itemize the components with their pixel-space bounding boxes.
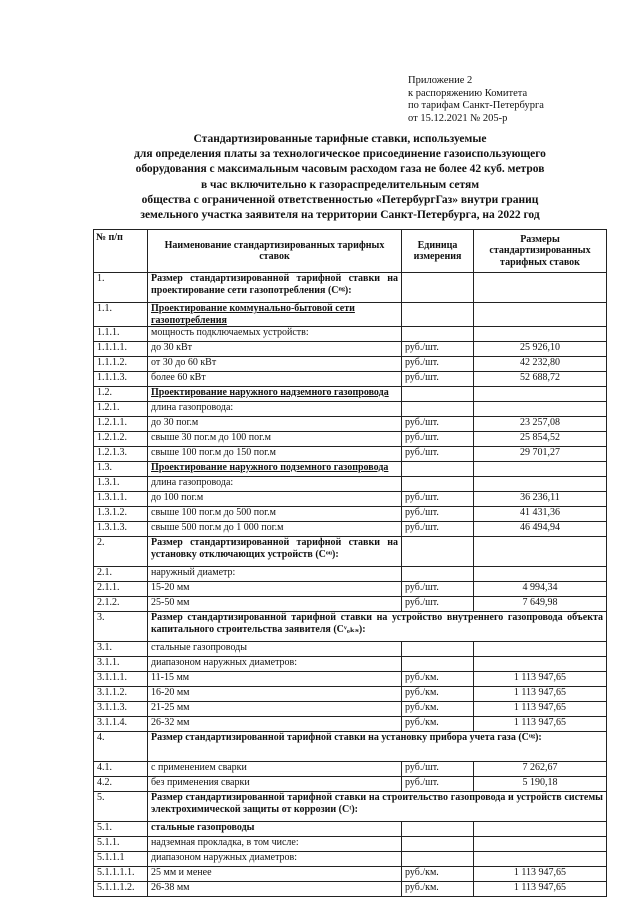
row-num: 5.1.1.1.2. — [94, 882, 148, 897]
table-row — [94, 612, 607, 642]
row-num: 1.2.1. — [94, 402, 148, 417]
table-row — [94, 417, 607, 432]
row-name: до 30 пог.м — [148, 417, 402, 432]
row-name: наружный диаметр: — [148, 567, 402, 582]
row-num: 1.1.1.2. — [94, 357, 148, 372]
appendix-line: к распоряжению Комитета — [408, 87, 528, 99]
tariff-table — [93, 229, 607, 897]
table-row — [94, 327, 607, 342]
title-line: оборудования с максимальным часовым расходом газа не более 42 куб. метров — [135, 163, 545, 176]
row-unit — [402, 852, 474, 867]
row-name: 25-50 мм — [148, 597, 402, 612]
table-row — [94, 387, 607, 402]
row-num: 1.3.1. — [94, 477, 148, 492]
table-row — [94, 582, 607, 597]
row-unit: руб./шт. — [402, 372, 474, 387]
row-name: 15-20 мм — [148, 582, 402, 597]
table-row — [94, 303, 607, 327]
row-name: до 100 пог.м — [148, 492, 402, 507]
row-unit: руб./шт. — [402, 447, 474, 462]
row-name: стальные газопроводы — [148, 642, 402, 657]
row-name: с применением сварки — [148, 762, 402, 777]
row-name: Проектирование наружного подземного газопровода — [148, 462, 402, 477]
row-unit — [402, 327, 474, 342]
row-num: 3.1.1.4. — [94, 717, 148, 732]
row-num: 2.1.2. — [94, 597, 148, 612]
row-unit — [402, 657, 474, 672]
row-num: 1.1.1. — [94, 327, 148, 342]
row-value: 7 262,67 — [474, 762, 607, 777]
table-row — [94, 732, 607, 762]
row-unit: руб./шт. — [402, 507, 474, 522]
row-value — [474, 537, 607, 567]
row-value: 4 994,34 — [474, 582, 607, 597]
row-unit: руб./шт. — [402, 777, 474, 792]
row-name: мощность подключаемых устройств: — [148, 327, 402, 342]
row-value: 1 113 947,65 — [474, 702, 607, 717]
row-value: 52 688,72 — [474, 372, 607, 387]
table-row — [94, 447, 607, 462]
row-value — [474, 822, 607, 837]
table-row — [94, 687, 607, 702]
table-row — [94, 492, 607, 507]
row-unit: руб./шт. — [402, 582, 474, 597]
row-unit — [402, 273, 474, 303]
row-value: 41 431,36 — [474, 507, 607, 522]
table-row — [94, 792, 607, 822]
table-row — [94, 762, 607, 777]
table-row — [94, 477, 607, 492]
row-num: 3.1. — [94, 642, 148, 657]
row-value — [474, 642, 607, 657]
row-unit: руб./км. — [402, 882, 474, 897]
row-unit: руб./км. — [402, 672, 474, 687]
row-num: 1.2.1.2. — [94, 432, 148, 447]
row-value — [474, 567, 607, 582]
row-value: 29 701,27 — [474, 447, 607, 462]
row-value: 1 113 947,65 — [474, 672, 607, 687]
row-num: 1.3.1.2. — [94, 507, 148, 522]
table-row — [94, 672, 607, 687]
row-value — [474, 477, 607, 492]
row-unit: руб./шт. — [402, 762, 474, 777]
row-num: 2.1. — [94, 567, 148, 582]
row-unit — [402, 822, 474, 837]
row-value — [474, 273, 607, 303]
row-name: свыше 100 пог.м до 500 пог.м — [148, 507, 402, 522]
row-value: 1 113 947,65 — [474, 867, 607, 882]
row-name: Проектирование коммунально-бытовой сети газопотребления — [148, 303, 402, 327]
row-num: 5.1.1. — [94, 837, 148, 852]
row-name: 26-32 мм — [148, 717, 402, 732]
row-num: 1.2.1.1. — [94, 417, 148, 432]
row-name: 16-20 мм — [148, 687, 402, 702]
row-value — [474, 657, 607, 672]
row-name: Размер стандартизированной тарифной ставки на установку прибора учета газа (Сᵘᵍ): — [148, 732, 607, 762]
document-title — [70, 132, 610, 223]
row-num: 5.1.1.1.1. — [94, 867, 148, 882]
table-row — [94, 597, 607, 612]
table-row — [94, 432, 607, 447]
row-unit — [402, 567, 474, 582]
table-row — [94, 522, 607, 537]
table-row — [94, 822, 607, 837]
row-value — [474, 837, 607, 852]
row-value: 1 113 947,65 — [474, 717, 607, 732]
row-unit: руб./км. — [402, 867, 474, 882]
table-row — [94, 462, 607, 477]
table-row — [94, 702, 607, 717]
row-num: 1.2.1.3. — [94, 447, 148, 462]
row-unit: руб./шт. — [402, 417, 474, 432]
table-row — [94, 402, 607, 417]
row-name: Проектирование наружного надземного газопровода — [148, 387, 402, 402]
row-value: 46 494,94 — [474, 522, 607, 537]
table-row — [94, 852, 607, 867]
appendix-line: от 15.12.2021 № 205-р — [408, 112, 508, 124]
row-unit — [402, 537, 474, 567]
table-row — [94, 537, 607, 567]
row-value: 1 113 947,65 — [474, 687, 607, 702]
row-value: 23 257,08 — [474, 417, 607, 432]
row-name: 25 мм и менее — [148, 867, 402, 882]
row-name: 11-15 мм — [148, 672, 402, 687]
row-unit: руб./шт. — [402, 522, 474, 537]
row-unit — [402, 477, 474, 492]
appendix-line: по тарифам Санкт-Петербурга — [408, 100, 544, 111]
appendix-header — [408, 75, 544, 125]
row-unit: руб./шт. — [402, 492, 474, 507]
row-num: 1.2. — [94, 387, 148, 402]
row-name: Размер стандартизированной тарифной ставки на проектирование сети газопотребления (Сⁿᵍ): — [148, 273, 402, 303]
row-value — [474, 327, 607, 342]
table-row — [94, 357, 607, 372]
table-row — [94, 837, 607, 852]
row-num: 3.1.1.2. — [94, 687, 148, 702]
row-name: от 30 до 60 кВт — [148, 357, 402, 372]
row-name: до 30 кВт — [148, 342, 402, 357]
row-value — [474, 387, 607, 402]
row-name: 26-38 мм — [148, 882, 402, 897]
row-num: 1.3.1.3. — [94, 522, 148, 537]
row-num: 1.3. — [94, 462, 148, 477]
table-row — [94, 642, 607, 657]
row-name: свыше 100 пог.м до 150 пог.м — [148, 447, 402, 462]
header-num: № п/п — [94, 230, 148, 273]
row-num: 3.1.1.3. — [94, 702, 148, 717]
table-row — [94, 507, 607, 522]
row-value: 7 649,98 — [474, 597, 607, 612]
row-value — [474, 303, 607, 327]
row-unit: руб./км. — [402, 687, 474, 702]
row-unit — [402, 402, 474, 417]
row-name: 21-25 мм — [148, 702, 402, 717]
table-row — [94, 372, 607, 387]
row-value: 36 236,11 — [474, 492, 607, 507]
title-line: Стандартизированные тарифные ставки, используемые — [193, 133, 487, 145]
row-name: диапазоном наружных диаметров: — [148, 852, 402, 867]
row-value: 25 854,52 — [474, 432, 607, 447]
table-row — [94, 867, 607, 882]
table-row — [94, 273, 607, 303]
row-num: 3.1.1. — [94, 657, 148, 672]
table-row — [94, 567, 607, 582]
row-num: 1.1.1.1. — [94, 342, 148, 357]
row-unit — [402, 462, 474, 477]
row-unit: руб./шт. — [402, 597, 474, 612]
row-name: Размер стандартизированной тарифной ставки на устройство внутреннего газопровода объекта капитального строительства заявителя (Сᵛₒₖₛ): — [148, 612, 607, 642]
row-num: 2. — [94, 537, 148, 567]
header-unit: Единица измерения — [402, 230, 474, 273]
row-value: 1 113 947,65 — [474, 882, 607, 897]
row-unit: руб./шт. — [402, 357, 474, 372]
row-num: 4.2. — [94, 777, 148, 792]
row-name: надземная прокладка, в том числе: — [148, 837, 402, 852]
row-name: диапазоном наружных диаметров: — [148, 657, 402, 672]
row-num: 3. — [94, 612, 148, 642]
title-line: общества с ограниченной ответственностью «ПетербургГаз» внутри границ — [141, 193, 539, 206]
row-num: 5.1.1.1 — [94, 852, 148, 867]
row-name: без применения сварки — [148, 777, 402, 792]
row-num: 4.1. — [94, 762, 148, 777]
row-name: более 60 кВт — [148, 372, 402, 387]
row-num: 1.1.1.3. — [94, 372, 148, 387]
row-unit: руб./шт. — [402, 432, 474, 447]
row-num: 1. — [94, 273, 148, 303]
row-name: длина газопровода: — [148, 402, 402, 417]
appendix-line: Приложение 2 — [408, 75, 473, 86]
table-header-row — [94, 230, 607, 273]
row-unit: руб./км. — [402, 702, 474, 717]
row-value: 25 926,10 — [474, 342, 607, 357]
row-num: 1.1. — [94, 303, 148, 327]
row-unit — [402, 642, 474, 657]
row-num: 2.1.1. — [94, 582, 148, 597]
header-value: Размеры стандартизированных тарифных ставок — [474, 230, 607, 273]
row-name: длина газопровода: — [148, 477, 402, 492]
table-row — [94, 777, 607, 792]
row-name: стальные газопроводы — [148, 822, 402, 837]
row-value — [474, 852, 607, 867]
row-name: свыше 30 пог.м до 100 пог.м — [148, 432, 402, 447]
table-row — [94, 882, 607, 897]
row-value: 42 232,80 — [474, 357, 607, 372]
row-name: Размер стандартизированной тарифной ставки на установку отключающих устройств (Сᵒᵘ): — [148, 537, 402, 567]
header-name: Наименование стандартизированных тарифных ставок — [148, 230, 402, 273]
table-row — [94, 342, 607, 357]
row-name: свыше 500 пог.м до 1 000 пог.м — [148, 522, 402, 537]
row-num: 5.1. — [94, 822, 148, 837]
title-line: в час включительно к газораспределительным сетям — [200, 178, 480, 191]
row-name: Размер стандартизированной тарифной ставки на строительство газопровода и устройств системы электрохимической защиты от коррозии (Сᵗ): — [148, 792, 607, 822]
row-num: 3.1.1.1. — [94, 672, 148, 687]
row-value — [474, 462, 607, 477]
row-num: 5. — [94, 792, 148, 822]
table-row — [94, 717, 607, 732]
row-unit — [402, 387, 474, 402]
row-unit: руб./шт. — [402, 342, 474, 357]
row-num: 1.3.1.1. — [94, 492, 148, 507]
row-value: 5 190,18 — [474, 777, 607, 792]
title-line: земельного участка заявителя на территории Санкт-Петербурга, на 2022 год — [140, 209, 540, 222]
title-line: для определения платы за технологическое присоединение газоиспользующего — [134, 148, 546, 161]
row-value — [474, 402, 607, 417]
table-row — [94, 657, 607, 672]
row-unit — [402, 837, 474, 852]
row-unit: руб./км. — [402, 717, 474, 732]
row-num: 4. — [94, 732, 148, 762]
row-unit — [402, 303, 474, 327]
